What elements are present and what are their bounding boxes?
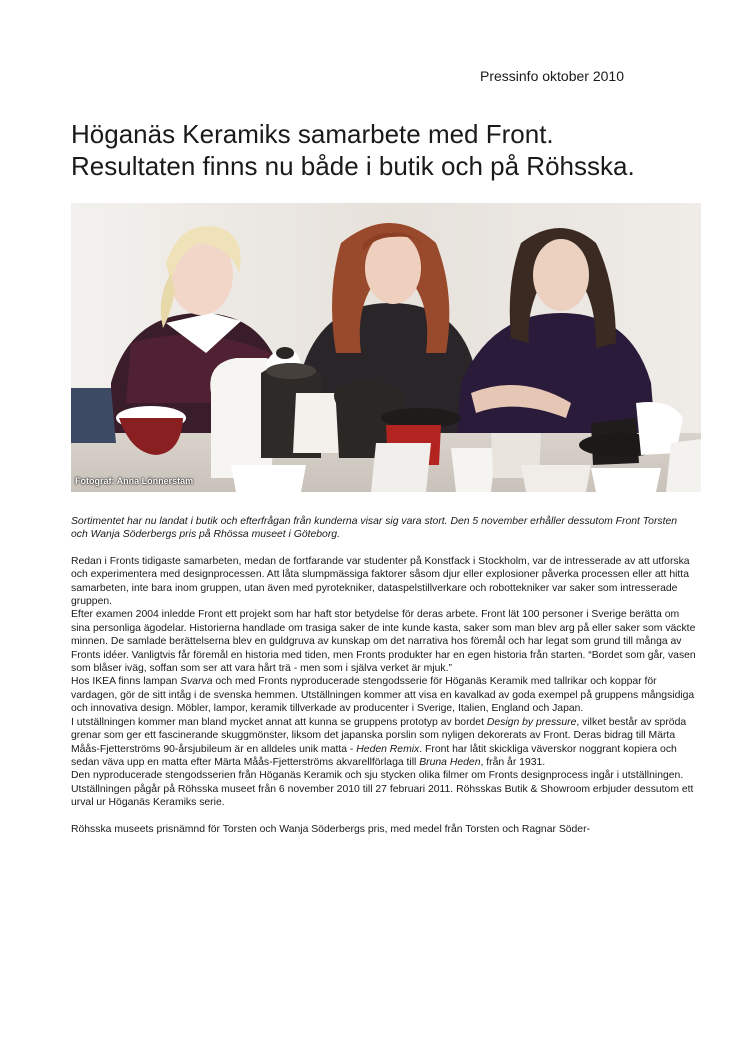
- paragraph-4-text-d: , från år 1931.: [480, 756, 546, 768]
- paragraph-6: Utställningen pågår på Röhsska museet från 6 november 2010 till 27 februari 2011. Röhsskas Butik & Showroom erbjuder dessutom ett urval ur Höganäs Keramiks serie.: [71, 783, 694, 809]
- paragraph-4-text-a: I utställningen kommer man bland mycket annat att kunna se gruppens prototyp av bordet: [71, 716, 487, 728]
- paragraph-5: Den nyproducerade stengodsserien från Höganäs Keramik och sju stycken olika filmer om Fronts designprocess ingår i utställningen.: [71, 770, 684, 782]
- lead-paragraph: Sortimentet har nu landat i butik och efterfrågan från kunderna visar sig vara stort. Den 5 november erhåller dessutom Front Torsten och Wanja Söderbergs pris på Rhössa museet i Göteborg.: [71, 516, 678, 541]
- product-name-heden-remix: Heden Remix: [356, 743, 420, 755]
- paragraph-3-text-b: och med Fronts nyproducerade stengodsserie för Höganäs Keramik med tallrikar och koppar för vardagen, gör de sitt intåg i de svenska hemmen. Utställningen kommer att visa en kavalkad av goda exempel på gruppens mångsidiga och innovativa design. Möbler, lampor, keramik tillverkade av producenter i Sverige, Italien, England och Japan.: [71, 676, 695, 715]
- paragraph-2: Efter examen 2004 inledde Front ett projekt som har haft stor betydelse för deras arbete. Front lät 100 personer i Sverige berätta om sina personliga ägodelar. Historierna handlade om trasiga saker de inte kunde kasta, saker som man blev arg på eller saker som väckte minnen. De samlade berättelserna blev en guldgruva av kunskap om det narrativa hos föremål och har legat som grund till många av Fronts idéer. Vanligtvis får föremål en historia med tiden, men Fronts produkter har en egen historia från starten. “Bordet som går, vasen som blåser iväg, soffan som ser att vara hårt trä - men som i själva verket är mjuk.”: [71, 609, 696, 675]
- product-name-design-by-pressure: Design by pressure: [486, 716, 577, 728]
- photo-illustration: [71, 203, 701, 492]
- paragraph-1: Redan i Fronts tidigaste samarbeten, medan de fortfarande var studenter på Konstfack i Stockholm, var de intresserade av att utforska och experimentera med designprocessen. Att låta slumpmässiga faktorer såsom djur eller explosioner påverka processen eller att hitta samarbeten, inte bara inom gruppen, utan även med pyrotekniker, dataspelstillverkare och robottekniker var saker som intresserade gruppen.: [71, 555, 690, 608]
- paragraph-3: [71, 675, 696, 715]
- product-name-svarva: Svarva: [180, 676, 213, 688]
- press-date: Pressinfo oktober 2010: [480, 68, 624, 84]
- paragraph-7: Röhsska museets prisnämnd för Torsten och Wanja Söderbergs pris, med medel från Torsten och Ragnar Söder-: [71, 823, 591, 835]
- page-title: [71, 118, 691, 182]
- photo-credit: Fotograf: Anna Lönnerstam: [75, 476, 194, 486]
- paragraph-4: [71, 716, 696, 770]
- article-body: [71, 515, 696, 836]
- paragraph-4-text-c: . Front har låtit skickliga väverskor noggrant kopiera och sedan väva upp en matta efter Märta Måås-Fjetterströms akvarellförlaga till: [71, 743, 677, 768]
- title-line-1: Höganäs Keramiks samarbete med Front.: [71, 119, 554, 149]
- paragraph-4-text-b: , vilket består av spröda grenar som ger ett fascinerande skuggmönster, liksom det japanska porslin som nyligen dekorerats av Front. Deras bidrag till Märta Måås-Fjetterströms 90-årsjubileum är en alldeles unik matta -: [71, 716, 687, 755]
- press-photo: [71, 203, 701, 492]
- title-line-2: Resultaten finns nu både i butik och på Röhsska.: [71, 151, 635, 181]
- artwork-name-bruna-heden: Bruna Heden: [419, 756, 481, 768]
- paragraph-3-text-a: Hos IKEA finns lampan: [71, 676, 181, 688]
